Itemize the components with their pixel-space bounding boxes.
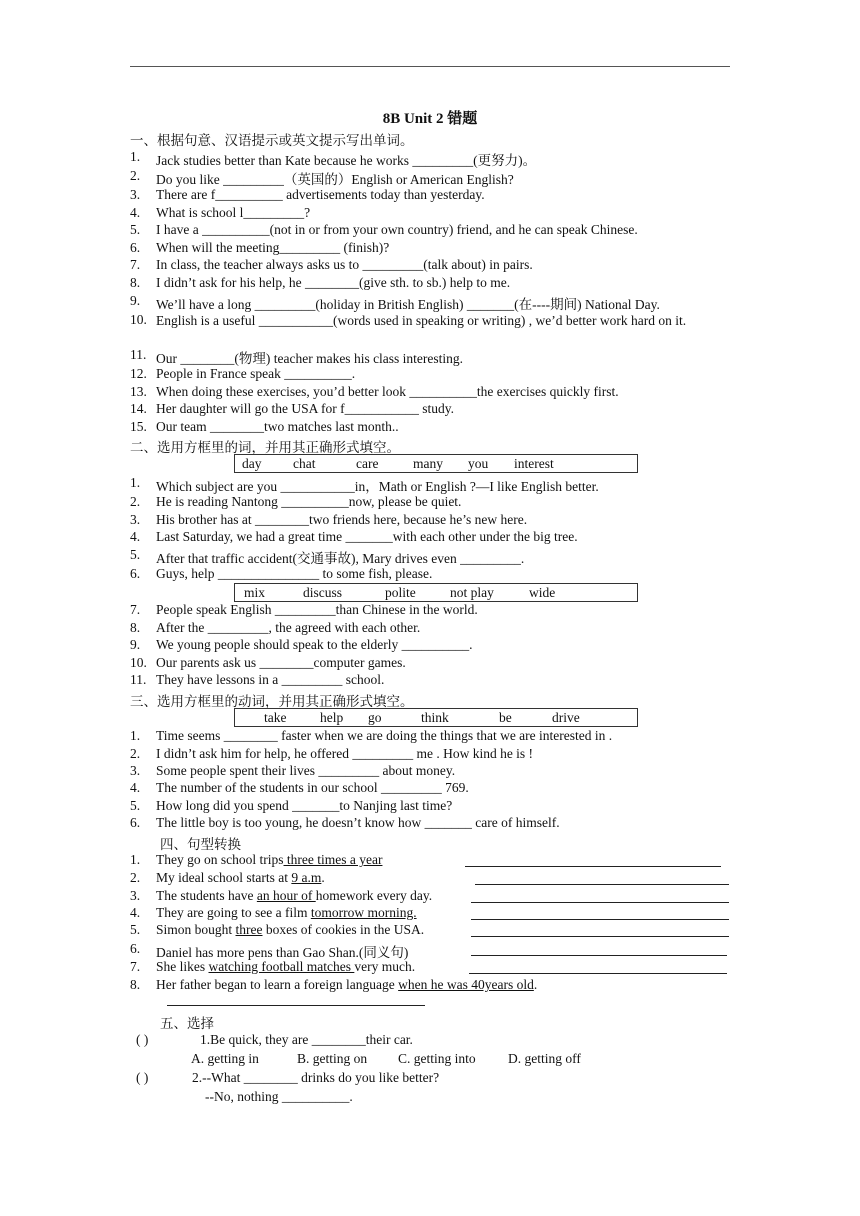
item-number: 8. bbox=[130, 977, 141, 992]
option-a[interactable]: A. getting in bbox=[191, 1051, 259, 1066]
item-number: 3. bbox=[130, 512, 141, 527]
underlined-part: watching football matches bbox=[208, 959, 355, 974]
answer-line[interactable] bbox=[471, 924, 729, 937]
option-b[interactable]: B. getting on bbox=[297, 1051, 368, 1066]
item-text: Do you like _________（英国的）English or American English? bbox=[156, 172, 514, 187]
box-word: go bbox=[368, 710, 382, 725]
item-number: 6. bbox=[130, 566, 141, 581]
word-box-2 bbox=[234, 583, 638, 602]
item-number: 10. bbox=[130, 655, 147, 670]
item-text: People in France speak __________. bbox=[156, 366, 356, 381]
item-text: What is school l_________? bbox=[156, 205, 311, 220]
item-number: 1. bbox=[130, 728, 141, 743]
item-text bbox=[156, 905, 417, 921]
word-box-3 bbox=[234, 708, 638, 727]
item-number: 7. bbox=[130, 257, 141, 272]
section2-heading: 二、选用方框里的词，并用其正确形式填空。 bbox=[130, 440, 400, 455]
item-text: We young people should speak to the elderly __________. bbox=[156, 637, 473, 652]
item-number: 2. bbox=[130, 746, 141, 761]
sentence-part: Daniel has more pens than Gao Shan.(同义句) bbox=[156, 945, 409, 960]
item-text: I have a __________(not in or from your own country) friend, and he can speak Chinese. bbox=[156, 222, 638, 237]
sentence-part: The students have bbox=[156, 888, 257, 903]
answer-line[interactable] bbox=[471, 943, 727, 956]
box-word: not play bbox=[450, 585, 494, 600]
item-text: When doing these exercises, you’d better look __________the exercises quickly first. bbox=[156, 384, 619, 399]
item-text bbox=[156, 888, 432, 904]
box-word: wide bbox=[529, 585, 556, 600]
sentence-part: boxes of cookies in the USA. bbox=[262, 922, 425, 937]
item-text: I didn’t ask for his help, he ________(give sth. to sb.) help to me. bbox=[156, 275, 511, 290]
item-number: 8. bbox=[130, 620, 141, 635]
item-text: The little boy is too young, he doesn’t know how _______ care of himself. bbox=[156, 815, 560, 830]
sentence-part: . bbox=[533, 977, 538, 992]
answer-line[interactable] bbox=[475, 872, 729, 885]
item-text bbox=[156, 852, 382, 868]
item-text: How long did you spend _______to Nanjing last time? bbox=[156, 798, 453, 813]
item-number: 5. bbox=[130, 222, 141, 237]
item-number: 3. bbox=[130, 763, 141, 778]
question-text: 2.--What ________ drinks do you like better? bbox=[192, 1070, 440, 1085]
item-text bbox=[156, 922, 424, 938]
sentence-part: She likes bbox=[156, 959, 209, 974]
item-text: I didn’t ask him for help, he offered _________ me . How kind he is ! bbox=[156, 746, 534, 761]
word-box-1 bbox=[234, 454, 638, 473]
item-text: Time seems ________ faster when we are doing the things that we are interested in . bbox=[156, 728, 613, 743]
item-number: 4. bbox=[130, 905, 141, 920]
answer-paren[interactable]: ( ) bbox=[136, 1070, 149, 1085]
item-text: Her daughter will go the USA for f___________ study. bbox=[156, 401, 454, 416]
item-text: The number of the students in our school _________ 769. bbox=[156, 780, 469, 795]
sentence-part: . bbox=[321, 870, 325, 885]
item-text: In class, the teacher always asks us to _________(talk about) in pairs. bbox=[156, 257, 533, 272]
item-text: People speak English _________than Chinese in the world. bbox=[156, 602, 478, 617]
box-word: think bbox=[421, 710, 449, 725]
sentence-part: Simon bought bbox=[156, 922, 236, 937]
item-number: 6. bbox=[130, 815, 141, 830]
item-number: 2. bbox=[130, 494, 141, 509]
item-number: 7. bbox=[130, 602, 141, 617]
box-word: chat bbox=[293, 456, 316, 471]
item-number: 11. bbox=[130, 672, 147, 687]
item-number: 2. bbox=[130, 870, 141, 885]
item-text: Our ________(物理) teacher makes his class interesting. bbox=[156, 351, 464, 366]
item-text: Which subject are you ___________in，Math or English ?—I like English better. bbox=[156, 479, 599, 494]
section4-heading: 四、句型转换 bbox=[160, 837, 241, 852]
item-number: 1. bbox=[130, 475, 141, 490]
item-number: 5. bbox=[130, 547, 141, 562]
box-word: discuss bbox=[303, 585, 343, 600]
item-number: 15. bbox=[130, 419, 147, 434]
box-word: you bbox=[468, 456, 489, 471]
item-text: Our parents ask us ________computer games. bbox=[156, 655, 406, 670]
answer-line[interactable] bbox=[471, 907, 729, 920]
answer-paren[interactable]: ( ) bbox=[136, 1032, 149, 1047]
underlined-part: tomorrow morning. bbox=[310, 905, 417, 920]
item-number: 12. bbox=[130, 366, 147, 381]
box-word: help bbox=[320, 710, 344, 725]
section5-heading: 五、选择 bbox=[160, 1016, 214, 1031]
item-text: English is a useful ___________(words used in speaking or writing) , we’d better work hard on it. bbox=[156, 313, 687, 328]
box-word: drive bbox=[552, 710, 580, 725]
underlined-part: an hour of bbox=[256, 888, 316, 903]
item-number: 13. bbox=[130, 384, 147, 399]
item-number: 7. bbox=[130, 959, 141, 974]
page-title: 8B Unit 2 错题 bbox=[382, 111, 478, 127]
answer-line[interactable] bbox=[469, 961, 727, 974]
item-text bbox=[156, 977, 537, 993]
header-rule bbox=[130, 66, 730, 67]
item-text: His brother has at ________two friends here, because he’s new here. bbox=[156, 512, 528, 527]
item-text: Guys, help _______________ to some fish, please. bbox=[156, 566, 433, 581]
question-text: --No, nothing __________. bbox=[205, 1089, 353, 1104]
box-word: mix bbox=[244, 585, 266, 600]
item-text bbox=[156, 870, 325, 886]
sentence-part: Her father began to learn a foreign language bbox=[156, 977, 399, 992]
sentence-part: They go on school trips bbox=[156, 852, 284, 867]
box-word: take bbox=[264, 710, 287, 725]
item-text: We’ll have a long _________(holiday in British English) _______(在----期间) National Day. bbox=[156, 297, 660, 312]
item-text bbox=[156, 959, 415, 975]
item-number: 10. bbox=[130, 312, 147, 327]
item-text: Jack studies better than Kate because he works _________(更努力)。 bbox=[156, 153, 537, 168]
item-text: Last Saturday, we had a great time _______with each other under the big tree. bbox=[156, 529, 578, 544]
item-number: 11. bbox=[130, 347, 147, 362]
box-word: interest bbox=[514, 456, 554, 471]
item-number: 1. bbox=[130, 149, 141, 164]
box-word: many bbox=[413, 456, 443, 471]
item-number: 4. bbox=[130, 205, 141, 220]
section1-heading: 一、根据句意、汉语提示或英文提示写出单词。 bbox=[130, 133, 414, 148]
item-number: 5. bbox=[130, 922, 141, 937]
item-number: 1. bbox=[130, 852, 141, 867]
item-number: 8. bbox=[130, 275, 141, 290]
item-number: 3. bbox=[130, 187, 141, 202]
section3-heading: 三、选用方框里的动词，并用其正确形式填空。 bbox=[130, 694, 414, 709]
item-number: 14. bbox=[130, 401, 147, 416]
box-word: polite bbox=[385, 585, 416, 600]
item-number: 2. bbox=[130, 168, 141, 183]
underlined-part: when he was 40years old bbox=[398, 977, 534, 992]
item-text: He is reading Nantong __________now, please be quiet. bbox=[156, 494, 462, 509]
item-text: Some people spent their lives _________ about money. bbox=[156, 763, 456, 778]
option-d[interactable]: D. getting off bbox=[508, 1051, 581, 1066]
answer-line[interactable] bbox=[471, 890, 729, 903]
sentence-part: They are going to see a film bbox=[156, 905, 311, 920]
item-number: 9. bbox=[130, 637, 141, 652]
item-number: 6. bbox=[130, 941, 141, 956]
item-number: 6. bbox=[130, 240, 141, 255]
box-word: be bbox=[499, 710, 512, 725]
item-number: 5. bbox=[130, 798, 141, 813]
item-number: 9. bbox=[130, 293, 141, 308]
underlined-part: three times a year bbox=[283, 852, 383, 867]
item-text: They have lessons in a _________ school. bbox=[156, 672, 385, 687]
item-text: When will the meeting_________ (finish)? bbox=[156, 240, 390, 255]
sentence-part: My ideal school starts at bbox=[156, 870, 292, 885]
item-text: After that traffic accident(交通事故), Mary drives even _________. bbox=[156, 551, 525, 566]
option-c[interactable]: C. getting into bbox=[398, 1051, 476, 1066]
item-number: 4. bbox=[130, 529, 141, 544]
item-text: Our team ________two matches last month.. bbox=[156, 419, 399, 434]
item-text: There are f__________ advertisements today than yesterday. bbox=[156, 187, 485, 202]
item-number: 4. bbox=[130, 780, 141, 795]
answer-line[interactable] bbox=[167, 993, 425, 1006]
item-text: After the _________, the agreed with each other. bbox=[156, 620, 421, 635]
item-number: 3. bbox=[130, 888, 141, 903]
question-text: 1.Be quick, they are ________their car. bbox=[200, 1032, 413, 1047]
underlined-part: three bbox=[235, 922, 263, 937]
sentence-part: homework every day. bbox=[315, 888, 433, 903]
box-word: care bbox=[356, 456, 379, 471]
underlined-part: 9 a.m bbox=[291, 870, 322, 885]
box-word: day bbox=[242, 456, 262, 471]
answer-line[interactable] bbox=[465, 854, 721, 867]
sentence-part: very much. bbox=[354, 959, 416, 974]
item-text bbox=[156, 941, 408, 961]
